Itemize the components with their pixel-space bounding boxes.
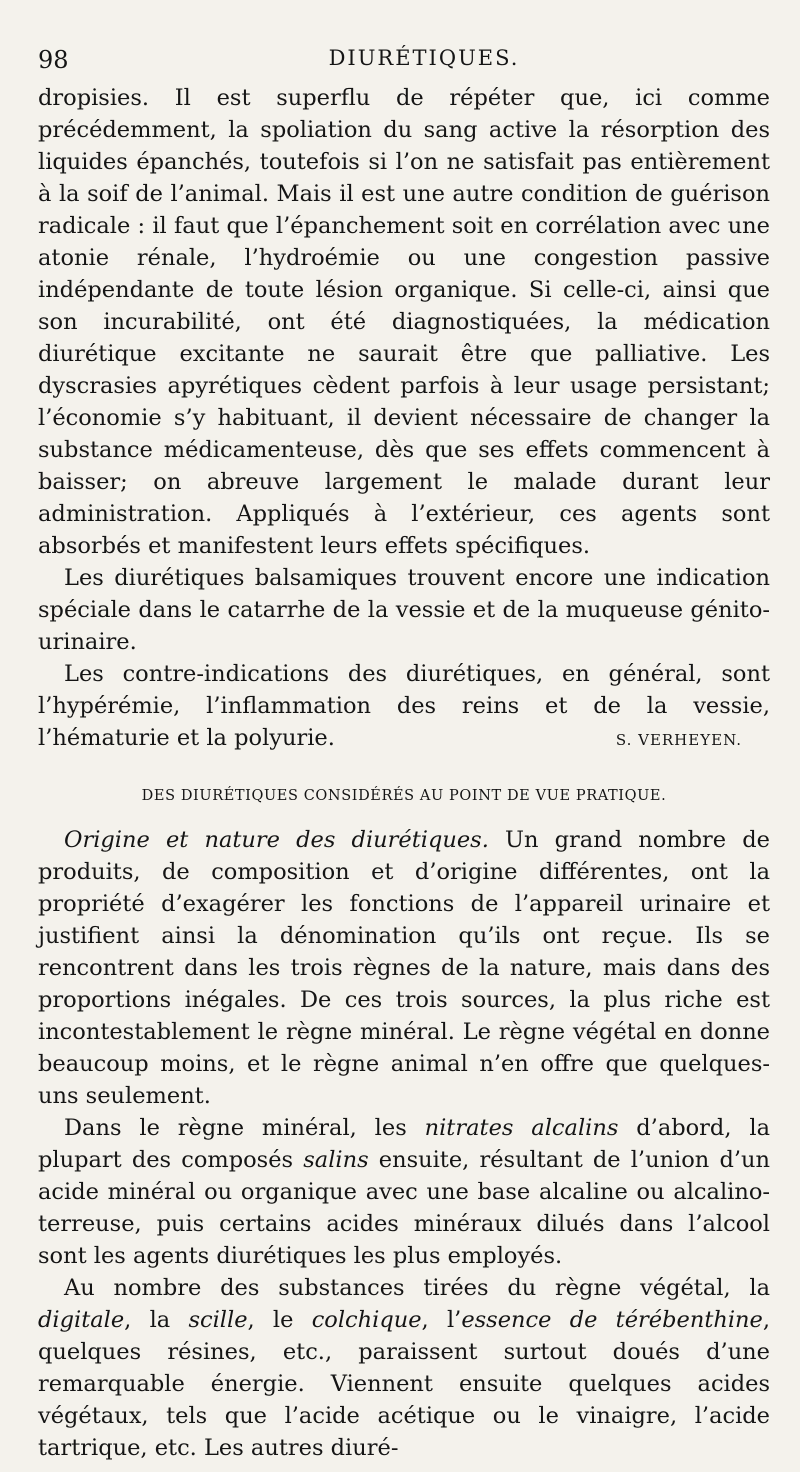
italic-term: salins — [303, 1147, 369, 1173]
running-head: DIURÉTIQUES. — [328, 46, 520, 70]
paragraph — [38, 658, 770, 754]
text-run: , quelques résines, etc., paraissent surtout doués d’une remarquable énergie. Viennent ensuite quelques acides végétaux, tels que l’acide acétique ou le vinaigre, l’acide tartrique, etc. Les autres diuré- — [38, 1307, 771, 1461]
text-run: Au nombre des substances tirées du règne végétal, la — [64, 1275, 770, 1301]
text-run: , la — [124, 1307, 189, 1333]
paragraph: Les diurétiques balsamiques trouvent encore une indication spéciale dans le catarrhe de la vessie et de la muqueuse génito-urinaire. — [38, 565, 770, 655]
subsection-title: Origine et nature des diurétiques. — [64, 827, 489, 853]
paragraph — [38, 1272, 770, 1464]
italic-term: essence de térébenthine — [461, 1307, 763, 1333]
paragraph — [38, 1112, 770, 1272]
section-body — [38, 82, 770, 756]
author-signature: S. VERHEYEN. — [615, 731, 742, 749]
italic-term: scille — [188, 1307, 248, 1333]
text-run: , l’ — [421, 1307, 462, 1333]
italic-term: nitrates alcalins — [424, 1115, 619, 1141]
text-run: ensuite, résultant de l’union d’un acide minéral ou organique avec une base alcaline ou alcalino-terreuse, puis certains acides minéraux dilués dans l’alcool sont les agents diurétiques les plus employés. — [38, 1147, 770, 1269]
paragraph-text: Un grand nombre de produits, de composition et d’origine différentes, ont la propriété d’exagérer les fonctions de l’appareil urinaire et justifient ainsi la dénomination qu’ils ont reçue. Ils se rencontrent dans les trois règnes de la nature, mais dans des proportions inégales. De ces trois sources, la plus riche est incontestablement le règne minéral. Le règne végétal en donne beaucoup moins, et le règne animal n’en offre que quelques-uns seulement. — [38, 827, 770, 1109]
text-run: d’abord, la plupart des composés — [38, 1115, 770, 1173]
section-heading: DES DIURÉTIQUES CONSIDÉRÉS AU POINT DE VUE PRATIQUE. — [141, 788, 667, 804]
italic-term: digitale — [38, 1307, 125, 1333]
page-header — [38, 38, 770, 82]
section-body — [38, 824, 770, 1464]
paragraph — [38, 824, 770, 1112]
text-run: Dans le règne minéral, les — [64, 1115, 425, 1141]
text-run: , le — [247, 1307, 312, 1333]
page-number: 98 — [38, 46, 69, 74]
paragraph: dropisies. Il est superflu de répéter que, ici comme précédemment, la spoliation du sang active la résorption des liquides épanchés, toutefois si l’on ne satisfait pas entièrement à la soif de l’animal. Mais il est une autre condition de guérison radicale : il faut que l’épanchement soit en corrélation avec une atonie rénale, l’hydroémie ou une congestion passive indépendante de toute lésion organique. Si celle-ci, ainsi que son incurabilité, ont été diagnostiquées, la médication diurétique excitante ne saurait être que palliative. Les dyscrasies apyrétiques cèdent parfois à leur usage persistant; l’économie s’y habituant, il devient nécessaire de changer la substance médicamenteuse, dès que ses effets commencent à baisser; on abreuve largement le malade durant leur administration. Appliqués à l’extérieur, ces agents sont absorbés et manifestent leurs effets spécifiques. — [38, 85, 770, 559]
paragraph-text: Les contre-indications des diurétiques, en général, sont l’hypérémie, l’inflammation des reins et de la vessie, l’hématurie et la polyurie. — [38, 661, 770, 751]
italic-term: colchique — [311, 1307, 422, 1333]
